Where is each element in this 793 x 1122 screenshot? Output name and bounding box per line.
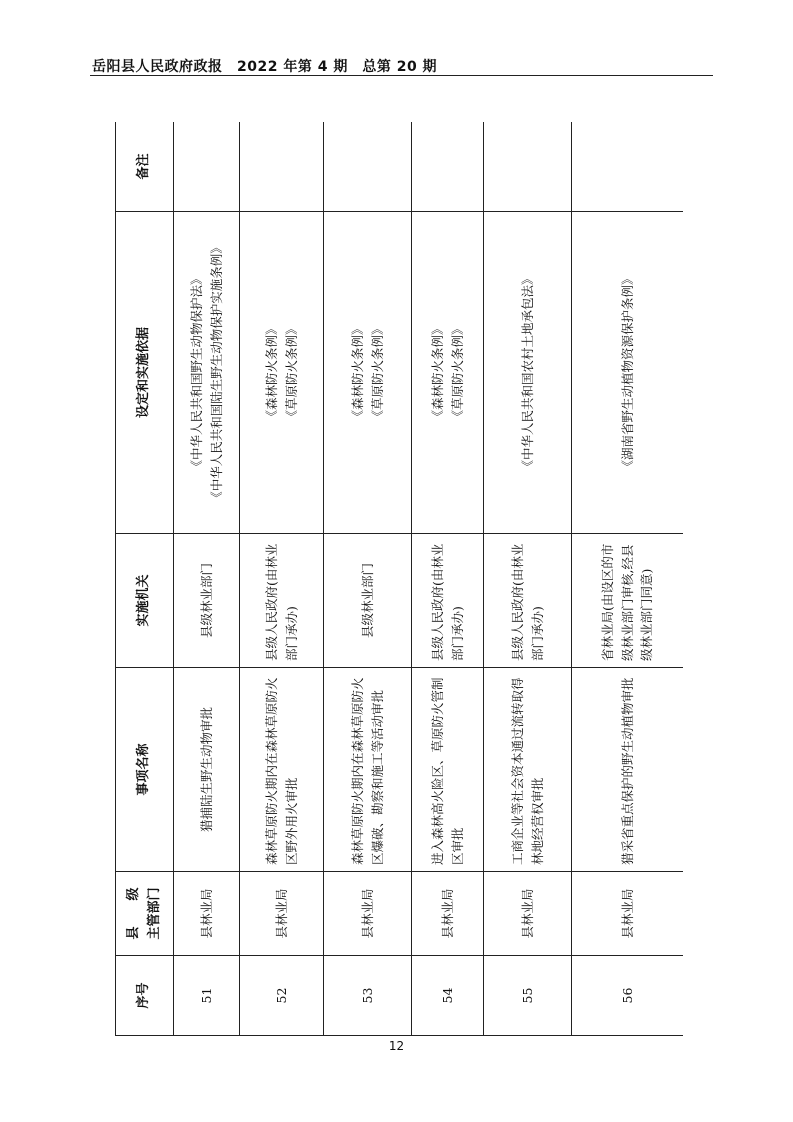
row-dept: 县林业局 [324, 872, 412, 956]
row-item: 森林草原防火期内在森林草原防火区野外用火审批 [240, 668, 324, 872]
row-agency: 县级林业部门 [174, 534, 240, 668]
row-remark [240, 122, 324, 212]
col-header-dept-line2: 主管部门 [146, 887, 162, 940]
row-agency: 省林业局(由设区的市级林业部门审核,经县级林业部门同意) [572, 534, 684, 668]
row-agency: 县级林业部门 [324, 534, 412, 668]
row-basis-line: 《草原防火条例》 [283, 322, 299, 423]
row-seq: 52 [240, 956, 324, 1036]
page-number: 12 [388, 1039, 405, 1053]
row-basis [412, 212, 484, 534]
col-header-remark: 备注 [116, 122, 174, 212]
row-basis-line: 《森林防火条例》 [350, 322, 366, 423]
row-agency: 县级人民政府(由林业部门承办) [484, 534, 572, 668]
table-row [324, 122, 412, 1036]
row-item: 森林草原防火期内在森林草原防火区爆破、勘察和施工等活动审批 [324, 668, 412, 872]
row-basis-line: 《中华人民共和国陆生野生动物保护实施条例》 [208, 241, 224, 504]
col-header-basis: 设定和实施依据 [116, 212, 174, 534]
row-dept: 县林业局 [240, 872, 324, 956]
header-rule [90, 75, 713, 76]
col-header-seq: 序号 [116, 956, 174, 1036]
col-header-agency: 实施机关 [116, 534, 174, 668]
row-seq: 56 [572, 956, 684, 1036]
row-seq: 55 [484, 956, 572, 1036]
row-agency: 县级人民政府(由林业部门承办) [240, 534, 324, 668]
row-item: 工商企业等社会资本通过流转取得林地经营权审批 [484, 668, 572, 872]
row-basis-line: 《中华人民共和国农村土地承包法》 [519, 272, 535, 473]
row-remark [484, 122, 572, 212]
row-basis-line: 《中华人民共和国野生动物保护法》 [189, 272, 205, 473]
table-row [240, 122, 324, 1036]
table-row [484, 122, 572, 1036]
row-remark [174, 122, 240, 212]
row-item: 猎捕陆生野生动物审批 [174, 668, 240, 872]
row-seq: 54 [412, 956, 484, 1036]
row-basis-line: 《森林防火条例》 [264, 322, 280, 423]
row-remark [572, 122, 684, 212]
table-container [115, 122, 683, 1036]
col-header-dept [116, 872, 174, 956]
row-dept: 县林业局 [484, 872, 572, 956]
row-basis [240, 212, 324, 534]
table-row [174, 122, 240, 1036]
row-dept: 县林业局 [174, 872, 240, 956]
col-header-dept-line1: 县 级 [126, 887, 142, 940]
row-dept: 县林业局 [572, 872, 684, 956]
row-item: 猎采省重点保护的野生动植物审批 [572, 668, 684, 872]
row-basis-line: 《森林防火条例》 [430, 322, 446, 423]
row-remark [324, 122, 412, 212]
row-seq: 51 [174, 956, 240, 1036]
table-row [412, 122, 484, 1036]
row-seq: 53 [324, 956, 412, 1036]
running-header: 岳阳县人民政府政报 2022 年第 4 期 总第 20 期 [92, 59, 438, 75]
table-header-row [116, 122, 174, 1036]
row-basis-line: 《湖南省野生动植物资源保护条例》 [619, 272, 635, 473]
row-basis-line: 《草原防火条例》 [369, 322, 385, 423]
row-item: 进入森林高火险区、草原防火管制区审批 [412, 668, 484, 872]
row-basis [572, 212, 684, 534]
table-row [572, 122, 684, 1036]
col-header-item: 事项名称 [116, 668, 174, 872]
row-basis [174, 212, 240, 534]
row-basis-line: 《草原防火条例》 [449, 322, 465, 423]
row-basis [484, 212, 572, 534]
row-remark [412, 122, 484, 212]
row-agency: 县级人民政府(由林业部门承办) [412, 534, 484, 668]
approval-items-table [115, 122, 683, 1036]
row-dept: 县林业局 [412, 872, 484, 956]
row-basis [324, 212, 412, 534]
